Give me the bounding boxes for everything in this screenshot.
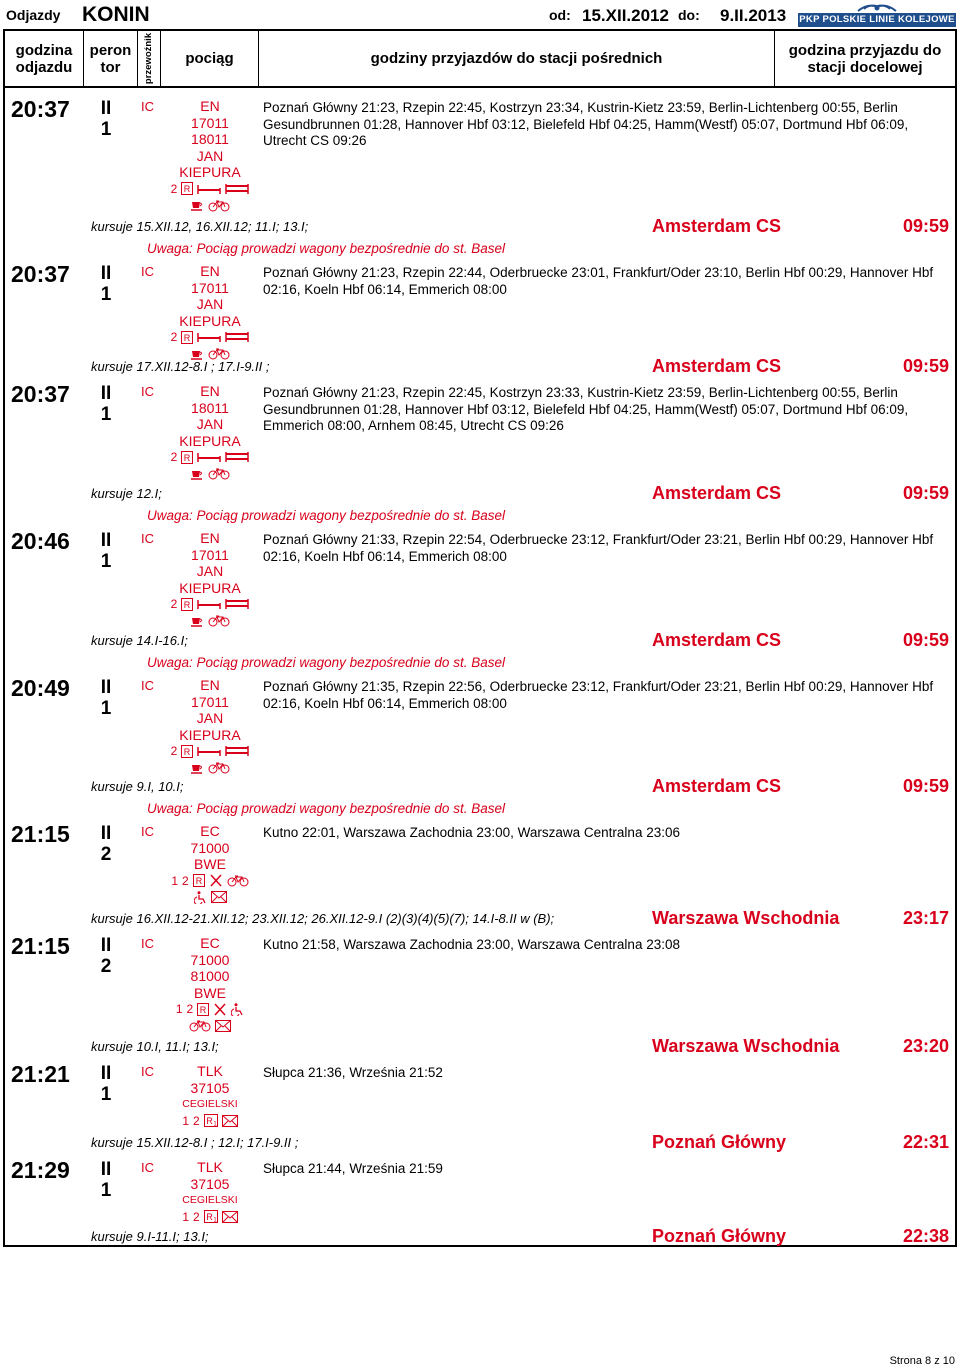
train-line: CEGIELSKI [182, 1098, 238, 1110]
train-info [165, 1159, 255, 1225]
route-note: Uwaga: Pociąg prowadzi wagony bezpośrednie do st. Basel [147, 801, 505, 816]
carrier-code: IC [141, 1160, 154, 1175]
bicycle-icon [208, 761, 230, 774]
intermediate-stops: Poznań Główny 21:23, Rzepin 22:44, Oderbruecke 23:01, Frankfurt/Oder 23:10, Berlin Hbf 00:29, Hannover Hbf 02:16, Koeln Hbf 06:14, Emmerich 08:00 [263, 265, 934, 297]
svg-text:R: R [205, 1212, 213, 1223]
reservation-icon [181, 598, 193, 611]
destination: Amsterdam CS [652, 776, 782, 796]
coffee-icon [190, 199, 204, 211]
arrival-time: 23:17 [902, 908, 949, 928]
table-row [5, 96, 955, 261]
arrival-time: 23:20 [902, 1036, 949, 1056]
platform-track [97, 1063, 115, 1105]
couchette-icon [197, 183, 221, 195]
train-line: KIEPURA [179, 432, 241, 449]
train-line: BWE [194, 856, 226, 872]
train-line: JAN [196, 147, 224, 164]
train-line: 37105 [190, 1175, 230, 1192]
train-line: TLK [197, 1159, 223, 1175]
carrier-code: IC [141, 936, 154, 951]
train-amenities [165, 760, 255, 777]
reservation-icon [181, 182, 193, 195]
track-number: 1 [100, 119, 112, 140]
train-line: KIEPURA [179, 579, 241, 596]
class-number: 2 [193, 1209, 200, 1224]
header-train: pociąg [185, 50, 234, 67]
table-row [5, 1061, 955, 1157]
sleeper-icon [225, 598, 249, 610]
class-number: 2 [182, 873, 189, 888]
to-label: do: [678, 7, 700, 23]
svg-text:1: 1 [213, 1217, 217, 1224]
track-number: 1 [100, 1084, 112, 1105]
track-number: 1 [100, 1180, 112, 1201]
svg-text:R: R [184, 599, 191, 610]
route-note: Uwaga: Pociąg prowadzi wagony bezpośrednie do st. Basel [147, 241, 505, 256]
arrival-time: 22:31 [902, 1132, 949, 1152]
running-days: kursuje 17.XII.12-8.I ; 17.I-9.II ; [91, 359, 270, 374]
to-date: 9.II.2013 [720, 6, 787, 25]
wheelchair-icon [194, 891, 207, 904]
class-number: 2 [170, 450, 178, 464]
platform-track [97, 823, 115, 865]
departure-time: 21:15 [11, 933, 70, 959]
sleeper-icon [225, 745, 249, 757]
destination: Poznań Główny [652, 1226, 787, 1246]
platform-track [97, 263, 115, 305]
pkp-logo [798, 1, 956, 39]
carrier-code: IC [141, 1064, 154, 1079]
running-days: kursuje 15.XII.12-8.I ; 12.I; 17.I-9.II ; [91, 1135, 299, 1150]
train-line: EC [200, 935, 220, 951]
bicycle-icon [208, 614, 230, 627]
platform-number: II [100, 935, 112, 956]
header-arrival: godzina przyjazdu do stacji docelowej [788, 41, 942, 76]
intermediate-stops: Słupca 21:36, Września 21:52 [263, 1065, 443, 1080]
train-line: KIEPURA [179, 164, 241, 180]
platform-number: II [100, 823, 112, 844]
train-line: CEGIELSKI [182, 1194, 238, 1206]
departure-time: 21:29 [11, 1157, 70, 1183]
intermediate-stops: Kutno 22:01, Warszawa Zachodnia 23:00, Warszawa Centralna 23:06 [263, 825, 680, 840]
sleeper-icon [225, 183, 249, 195]
table-row [5, 1157, 955, 1251]
train-amenities [165, 329, 255, 346]
station-name: KONIN [82, 3, 150, 26]
train-amenities [165, 596, 255, 613]
reservation1-icon [204, 1114, 218, 1127]
track-number: 1 [100, 404, 112, 425]
title-bar [0, 0, 960, 39]
header-carrier-cell [138, 31, 160, 86]
from-date: 15.XII.2012 [582, 6, 669, 25]
table-row [5, 821, 955, 933]
class-number: 2 [170, 181, 178, 196]
couchette-icon [197, 451, 221, 463]
train-line: KIEPURA [179, 726, 241, 743]
sleeper-icon [225, 331, 249, 343]
train-info [165, 98, 255, 214]
table-row [5, 528, 955, 675]
carrier-code: IC [141, 824, 154, 839]
train-amenities [165, 1113, 255, 1130]
header-stops: godziny przyjazdów do stacji pośrednich [370, 50, 663, 67]
track-number: 1 [100, 698, 112, 719]
coffee-icon [190, 615, 204, 627]
mail-icon [215, 1020, 231, 1032]
departure-time: 20:37 [11, 381, 70, 407]
train-line: 18011 [191, 131, 229, 147]
reservation-icon [181, 331, 193, 344]
train-line: EN [200, 98, 220, 114]
table-row [5, 381, 955, 528]
table-row [5, 675, 955, 821]
carrier-code: IC [141, 678, 154, 693]
reservation-icon [181, 745, 193, 758]
class-number: 2 [170, 744, 178, 758]
destination: Amsterdam CS [652, 356, 782, 376]
reservation-icon [197, 1003, 209, 1016]
destination: Amsterdam CS [652, 483, 782, 503]
running-days: kursuje 12.I; [91, 486, 162, 501]
platform-number: II [100, 1159, 112, 1180]
train-amenities [165, 1001, 255, 1018]
destination: Amsterdam CS [652, 630, 782, 650]
train-info [165, 383, 255, 482]
train-amenities [165, 1209, 255, 1226]
wheelchair-icon [231, 1003, 244, 1016]
train-info [165, 1063, 255, 1129]
departure-time: 20:37 [11, 96, 70, 122]
bicycle-icon [189, 1019, 211, 1032]
running-days: kursuje 15.XII.12, 16.XII.12; 11.I; 13.I; [91, 219, 309, 234]
departure-time: 21:15 [11, 821, 70, 847]
svg-text:R: R [205, 1116, 213, 1127]
track-number: 1 [100, 551, 112, 572]
from-label: od: [549, 7, 571, 23]
mail-icon [222, 1115, 238, 1127]
train-line: 17011 [191, 279, 229, 296]
train-amenities [165, 449, 255, 466]
coffee-icon [190, 348, 204, 360]
intermediate-stops: Poznań Główny 21:23, Rzepin 22:45, Kostrzyn 23:34, Kustrin-Kietz 23:59, Berlin-Lichtenberg 00:55, Berlin Gesundbrunnen 01:28, Hannover Hbf 03:12, Bielefeld Hbf 04:25, Hamm(Westf) 05:07, Dortmund Hbf 06:09, Utrecht CS 09:26 [263, 100, 909, 148]
train-info [165, 935, 255, 1034]
arrival-time: 09:59 [902, 356, 949, 376]
train-line: JAN [196, 416, 224, 432]
platform-number: II [100, 383, 112, 404]
mail-icon [222, 1211, 238, 1223]
destination: Poznań Główny [652, 1132, 787, 1152]
carrier-code: IC [141, 384, 154, 399]
route-note: Uwaga: Pociąg prowadzi wagony bezpośrednie do st. Basel [147, 508, 505, 523]
class-number: 2 [186, 1002, 194, 1016]
arrival-time: 22:38 [902, 1226, 949, 1246]
page-number: Strona 8 z 10 [889, 1355, 955, 1367]
svg-text:R: R [199, 1004, 207, 1015]
train-line: JAN [196, 710, 224, 726]
reservation1-icon [204, 1210, 218, 1223]
train-amenities [165, 181, 255, 198]
platform-number: II [100, 677, 112, 698]
logo-text: PKP POLSKIE LINIE KOLEJOWE S.A. [799, 14, 955, 39]
table-row [5, 261, 955, 381]
train-amenities [165, 873, 255, 890]
carrier-code: IC [141, 264, 154, 279]
platform-track [97, 935, 115, 977]
running-days: kursuje 16.XII.12-21.XII.12; 23.XII.12; 26.XII.12-9.I (2)(3)(4)(5)(7); 14.I-8.II w (B); [91, 911, 555, 926]
pkp-wings-icon [798, 1, 956, 13]
header-platform: peron tor [89, 41, 132, 76]
mail-icon [211, 891, 227, 903]
svg-text:1: 1 [213, 1121, 217, 1128]
class-number: 1 [175, 1002, 183, 1016]
departure-time: 20:49 [11, 675, 70, 701]
train-line: 17011 [191, 546, 229, 563]
route-note: Uwaga: Pociąg prowadzi wagony bezpośrednie do st. Basel [147, 655, 505, 670]
bicycle-icon [208, 199, 230, 212]
train-amenities [165, 743, 255, 760]
arrival-time: 09:59 [902, 630, 949, 650]
train-line: 18011 [191, 399, 229, 416]
departure-time: 20:46 [11, 528, 70, 554]
restaurant-icon [209, 874, 223, 887]
couchette-icon [197, 598, 221, 610]
platform-track [97, 98, 115, 140]
platform-track [97, 530, 115, 572]
table-row [5, 933, 955, 1061]
arrival-time: 09:59 [902, 483, 949, 503]
header-departure-time: godzina odjazdu [15, 41, 73, 76]
train-line: EN [200, 383, 220, 399]
train-line: 71000 [190, 839, 230, 856]
train-line: TLK [197, 1063, 223, 1079]
class-number: 1 [182, 1209, 189, 1224]
train-info [165, 263, 255, 362]
train-line: 71000 [190, 951, 230, 968]
couchette-icon [197, 745, 221, 757]
couchette-icon [197, 331, 221, 343]
track-number: 1 [100, 284, 112, 305]
bicycle-icon [208, 467, 230, 480]
arrival-time: 09:59 [902, 216, 949, 236]
class-number: 1 [182, 1113, 189, 1128]
train-line: 81000 [190, 968, 230, 984]
carrier-code: IC [141, 531, 154, 546]
svg-text:R: R [184, 332, 191, 343]
class-number: 2 [193, 1113, 200, 1128]
restaurant-icon [213, 1003, 227, 1016]
svg-text:R: R [195, 876, 202, 887]
coffee-icon [190, 762, 204, 774]
train-amenities [165, 1018, 255, 1035]
train-line: BWE [194, 984, 226, 1001]
track-number: 2 [100, 844, 112, 865]
intermediate-stops: Kutno 21:58, Warszawa Zachodnia 23:00, Warszawa Centralna 23:08 [263, 937, 680, 952]
coffee-icon [190, 468, 204, 480]
train-line: JAN [196, 563, 224, 579]
departures-table [3, 29, 957, 1247]
svg-text:R: R [184, 746, 191, 757]
platform-number: II [100, 530, 112, 551]
platform-track [97, 1159, 115, 1201]
train-line: JAN [196, 296, 224, 312]
destination: Amsterdam CS [652, 216, 782, 236]
running-days: kursuje 10.I, 11.I; 13.I; [91, 1039, 219, 1054]
carrier-code: IC [141, 99, 154, 114]
train-amenities [165, 889, 255, 906]
intermediate-stops: Poznań Główny 21:23, Rzepin 22:45, Kostrzyn 23:33, Kustrin-Kietz 23:59, Berlin-Lichtenberg 00:55, Berlin Gesundbrunnen 01:28, Hannover Hbf 03:12, Bielefeld Hbf 04:25, Hamm(Westf) 05:07, Dortmund Hbf 06:09, Emmerich 08:00, Arnhem 08:45, Utrecht CS 09:26 [263, 385, 909, 433]
departure-time: 21:21 [11, 1061, 70, 1087]
platform-number: II [100, 263, 112, 284]
intermediate-stops: Poznań Główny 21:35, Rzepin 22:56, Oderbruecke 23:12, Frankfurt/Oder 23:21, Berlin Hbf 00:29, Hannover Hbf 02:16, Koeln Hbf 06:14, Emmerich 08:00 [263, 679, 934, 711]
train-line: 17011 [191, 693, 229, 710]
train-line: EN [200, 530, 220, 546]
running-days: kursuje 9.I-11.I; 13.I; [91, 1229, 209, 1244]
train-line: EC [200, 823, 220, 839]
intermediate-stops: Słupca 21:44, Września 21:59 [263, 1161, 443, 1176]
reservation-icon [181, 451, 193, 464]
train-amenities [165, 613, 255, 630]
svg-text:R: R [184, 184, 191, 195]
platform-track [97, 383, 115, 425]
class-number: 2 [170, 330, 178, 344]
train-line: EN [200, 677, 220, 693]
table-header [5, 31, 955, 88]
bicycle-icon [227, 874, 249, 887]
train-amenities [165, 197, 255, 214]
train-line: 17011 [191, 114, 229, 131]
reservation-icon [193, 874, 205, 887]
departure-time: 20:37 [11, 261, 70, 287]
arrival-time: 09:59 [902, 776, 949, 796]
class-number: 2 [170, 597, 178, 611]
running-days: kursuje 9.I, 10.I; [91, 779, 184, 794]
platform-track [97, 677, 115, 719]
train-info [165, 823, 255, 906]
platform-number: II [100, 1063, 112, 1084]
odjazdy-label: Odjazdy [6, 7, 61, 23]
train-amenities [165, 466, 255, 483]
destination: Warszawa Wschodnia [652, 908, 840, 928]
train-info [165, 530, 255, 629]
track-number: 2 [100, 956, 112, 977]
train-line: KIEPURA [179, 312, 241, 329]
train-info [165, 677, 255, 776]
running-days: kursuje 14.I-16.I; [91, 633, 188, 648]
class-number: 1 [171, 873, 178, 888]
platform-number: II [100, 98, 112, 119]
svg-text:R: R [184, 452, 191, 463]
destination: Warszawa Wschodnia [652, 1036, 840, 1056]
header-carrier: przewoźnik [143, 32, 155, 85]
intermediate-stops: Poznań Główny 21:33, Rzepin 22:54, Oderbruecke 23:12, Frankfurt/Oder 23:21, Berlin Hbf 00:29, Hannover Hbf 02:16, Koeln Hbf 06:14, Emmerich 08:00 [263, 532, 934, 564]
train-line: EN [200, 263, 220, 279]
sleeper-icon [225, 451, 249, 463]
train-line: 37105 [190, 1079, 230, 1096]
